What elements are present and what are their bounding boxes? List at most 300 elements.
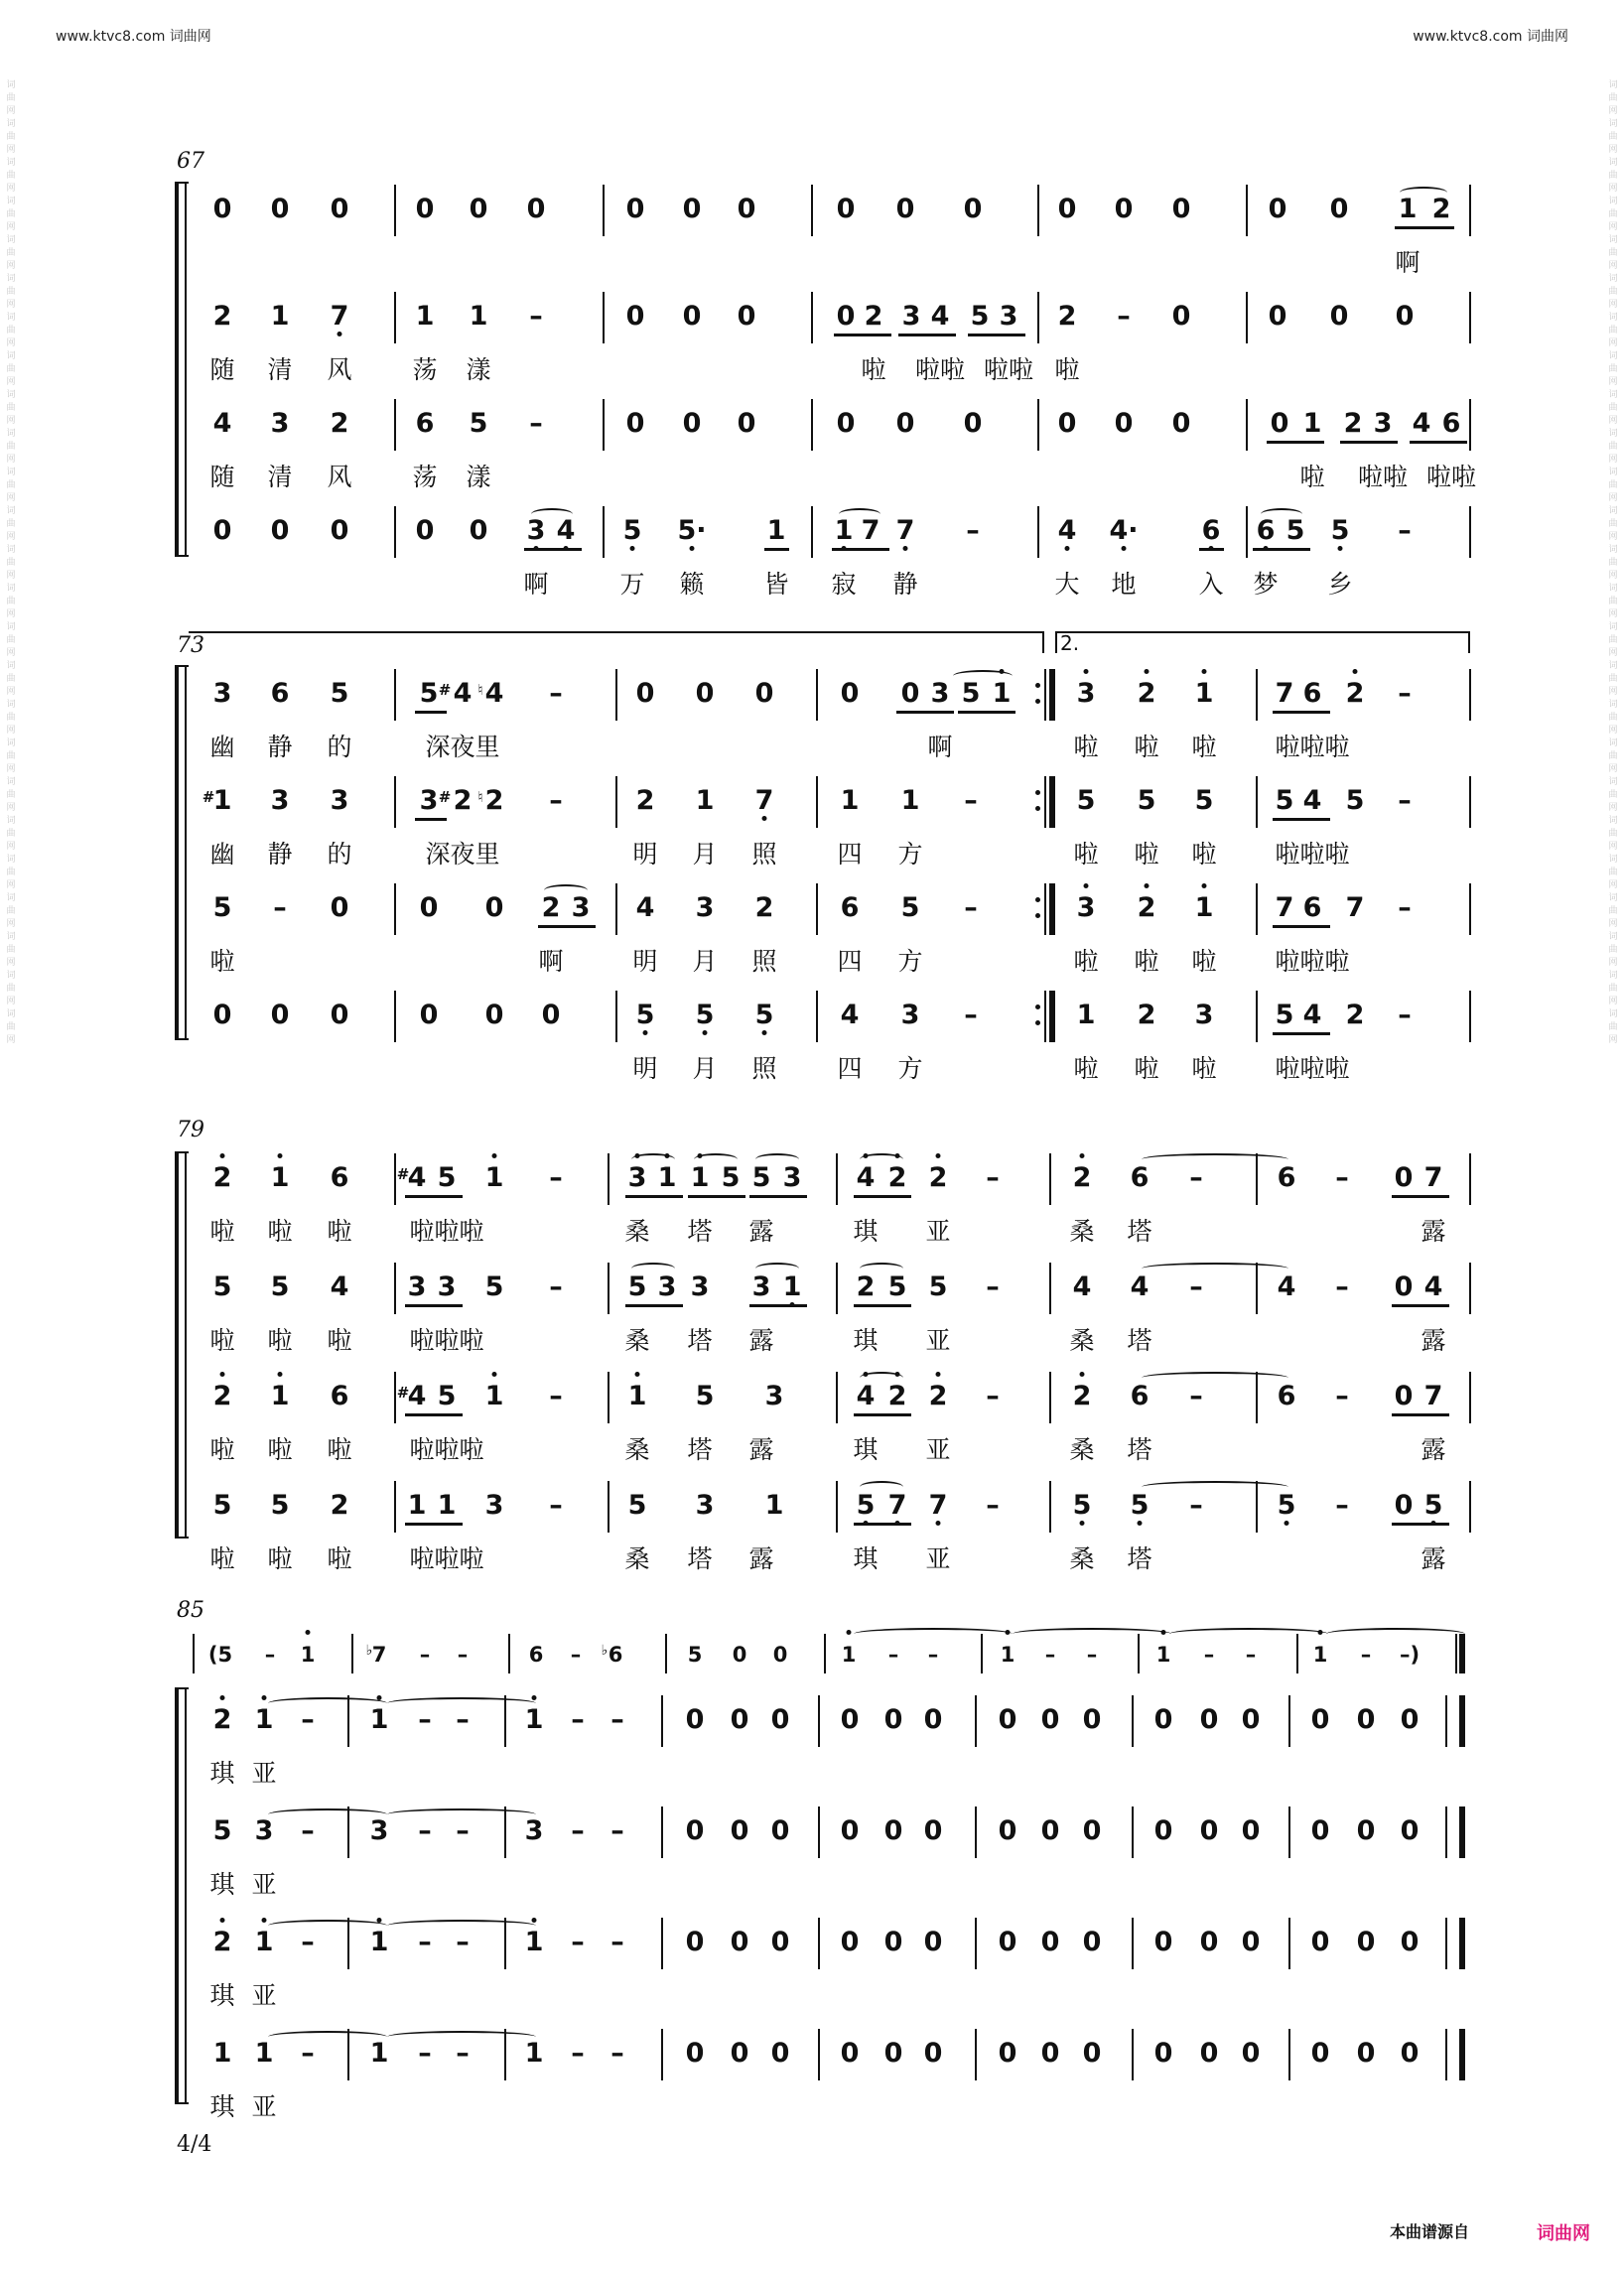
lyric: 籁 xyxy=(679,570,705,599)
volta-end xyxy=(1042,631,1044,653)
note: 0 xyxy=(1329,194,1349,224)
note: 0 xyxy=(836,194,856,224)
barline xyxy=(394,883,396,935)
barline xyxy=(608,1481,609,1533)
barline xyxy=(836,1263,838,1314)
dot-above xyxy=(220,1918,225,1923)
note: 0 xyxy=(682,194,702,224)
note: 0 xyxy=(923,2038,943,2069)
lyric: 桑 xyxy=(624,1435,650,1464)
barline xyxy=(1037,399,1039,451)
underline xyxy=(1253,548,1310,551)
note: – xyxy=(1335,1162,1349,1193)
lyric: 方 xyxy=(897,1054,923,1083)
lyric: 塔 xyxy=(1127,1217,1152,1246)
note: 0 xyxy=(1199,1927,1219,1957)
barline xyxy=(1469,1153,1471,1205)
accompaniment-note: – xyxy=(1245,1643,1257,1667)
note: 0 xyxy=(1057,194,1077,224)
lyric: 亚 xyxy=(251,1870,277,1899)
dot-below xyxy=(1431,1521,1436,1526)
dot-above xyxy=(306,1630,311,1635)
tie xyxy=(1400,187,1447,199)
lyric: 啦 xyxy=(267,1326,293,1355)
note: 0 xyxy=(695,678,715,709)
barline xyxy=(394,399,396,451)
lyric: 塔 xyxy=(687,1435,713,1464)
repeat-barline xyxy=(1044,991,1046,1042)
dot-above xyxy=(220,1153,225,1158)
note: 3 xyxy=(419,785,439,816)
note: 0 xyxy=(682,301,702,332)
tie xyxy=(755,1153,799,1165)
note: 5 xyxy=(1423,1490,1443,1521)
lyric: 桑 xyxy=(1069,1217,1095,1246)
barline xyxy=(1288,1807,1290,1858)
note: 2 xyxy=(212,301,232,332)
note: 3 xyxy=(270,408,290,439)
side-watermark-left: 词曲网词曲网词曲网词曲网词曲网词曲网词曲网词曲网词曲网词曲网词曲网词曲网词曲网词曲网词曲网词曲网词曲网词曲网词曲网词曲网词曲网词曲网词曲网词曲网词曲网 xyxy=(6,80,16,1045)
lyric: 琪 xyxy=(209,2092,235,2121)
note: – xyxy=(964,1000,978,1030)
lyric: 塔 xyxy=(687,1544,713,1573)
lyric: 亚 xyxy=(925,1544,951,1573)
note: 0 xyxy=(330,515,349,546)
bracket-cap-bottom xyxy=(175,555,189,557)
accidental: # xyxy=(396,1165,410,1183)
note: – xyxy=(610,1927,624,1957)
note: 2 xyxy=(1057,301,1077,332)
tie xyxy=(755,1263,799,1274)
note: 5 xyxy=(1330,515,1350,546)
lyric: 塔 xyxy=(1127,1435,1152,1464)
barline xyxy=(608,1263,609,1314)
volta-end xyxy=(1468,631,1470,653)
note: – xyxy=(1398,515,1412,546)
accompaniment-note: 1 xyxy=(1000,1643,1015,1667)
note: 5 xyxy=(212,1815,232,1846)
note: 3 xyxy=(571,892,591,923)
barline xyxy=(818,2029,820,2080)
underline xyxy=(1392,1195,1449,1198)
lyric: 琪 xyxy=(209,1981,235,2010)
note: 0 xyxy=(730,2038,749,2069)
note: 5 xyxy=(627,1271,647,1302)
lyric: 啦 xyxy=(1299,463,1325,491)
note: – xyxy=(986,1162,1000,1193)
note: 4 xyxy=(1302,1000,1322,1030)
note: 3 xyxy=(524,1815,544,1846)
note: 5 xyxy=(270,1490,290,1521)
lyric: 亚 xyxy=(251,2092,277,2121)
note: 3 xyxy=(751,1271,771,1302)
barline xyxy=(1455,1634,1457,1673)
dot-above xyxy=(864,1153,869,1158)
repeat-dot xyxy=(1035,1020,1040,1025)
lyric: 塔 xyxy=(1127,1326,1152,1355)
underline xyxy=(958,711,1015,714)
bracket-cap-bottom xyxy=(175,2102,189,2104)
lyric: 方 xyxy=(897,840,923,869)
note: 1 xyxy=(254,1927,274,1957)
lyric: 塔 xyxy=(687,1217,713,1246)
repeat-barline xyxy=(1044,669,1046,721)
note: 1 xyxy=(270,301,290,332)
barline xyxy=(1445,2029,1447,2080)
page-number: 4/4 xyxy=(177,2132,212,2157)
note: – xyxy=(549,1271,563,1302)
lyric: 明 xyxy=(632,947,658,976)
note: 0 xyxy=(484,892,504,923)
note: 0 xyxy=(685,2038,705,2069)
lyric: 亚 xyxy=(925,1435,951,1464)
note: – xyxy=(571,1704,585,1735)
note: 6 xyxy=(1277,1381,1296,1411)
dot-above xyxy=(847,1630,852,1635)
accompaniment-note: – xyxy=(1086,1643,1098,1667)
note: 0 xyxy=(840,1704,860,1735)
lyric: 啦 xyxy=(327,1326,352,1355)
lyric: 啦 xyxy=(209,1326,235,1355)
lyric: 露 xyxy=(1421,1217,1446,1246)
barline xyxy=(608,1372,609,1423)
repeat-dot xyxy=(1035,699,1040,704)
note: 0 xyxy=(1241,1815,1261,1846)
dot-above xyxy=(262,1695,267,1700)
note: 5 xyxy=(1194,785,1214,816)
lyric: 啦 xyxy=(1054,355,1080,384)
note: – xyxy=(301,2038,315,2069)
note: 0 xyxy=(1082,2038,1102,2069)
dot-below xyxy=(1065,546,1070,551)
lyric: 四 xyxy=(837,840,863,869)
note: 5 xyxy=(961,678,981,709)
barline xyxy=(836,1153,838,1205)
lyric: 啦啦啦 xyxy=(409,1326,484,1355)
note: 5 xyxy=(1130,1490,1150,1521)
note: 4 xyxy=(212,408,232,439)
tie xyxy=(1142,1481,1288,1493)
lyric: 塔 xyxy=(687,1326,713,1355)
note: 2 xyxy=(887,1381,907,1411)
dot-above xyxy=(492,1372,497,1377)
note: 0 xyxy=(1329,301,1349,332)
tie xyxy=(544,884,588,896)
lyric: 地 xyxy=(1111,570,1137,599)
barline xyxy=(1256,991,1258,1042)
lyric: 啦啦啦 xyxy=(1275,733,1350,761)
lyric: 深夜里 xyxy=(425,733,500,761)
repeat-barline-thick xyxy=(1049,991,1055,1042)
tie xyxy=(268,1697,387,1709)
tie xyxy=(387,1920,536,1932)
note: – xyxy=(1398,1000,1412,1030)
lyric: 啦啦啦 xyxy=(1275,947,1350,976)
note: 3 xyxy=(437,1271,457,1302)
dot-below xyxy=(790,1302,795,1307)
lyric: 啦 xyxy=(209,947,235,976)
lyric: 啦啦啦 xyxy=(1275,1054,1350,1083)
lyric: 照 xyxy=(751,947,777,976)
dot-above xyxy=(1000,669,1005,674)
note: 6 xyxy=(1441,408,1461,439)
note: 5 xyxy=(928,1271,948,1302)
note: 1 xyxy=(212,2038,232,2069)
lyric: 照 xyxy=(751,840,777,869)
note: 7 xyxy=(895,515,915,546)
note: – xyxy=(418,1704,432,1735)
note: 4 xyxy=(330,1271,349,1302)
barline xyxy=(1037,506,1039,558)
lyric: 深夜里 xyxy=(425,840,500,869)
repeat-barline-thick xyxy=(1049,883,1055,935)
lyric: 四 xyxy=(837,947,863,976)
lyric: 啦 xyxy=(1073,840,1099,869)
barline xyxy=(1049,1263,1051,1314)
dot-above xyxy=(1202,669,1207,674)
note: – xyxy=(1398,785,1412,816)
barline xyxy=(1132,1807,1134,1858)
barline xyxy=(1469,292,1471,343)
note: 0 xyxy=(1082,1704,1102,1735)
note: 5 xyxy=(212,1490,232,1521)
note: 2 xyxy=(928,1162,948,1193)
note: 0 xyxy=(1310,1704,1330,1735)
note: 5 xyxy=(1275,785,1294,816)
note: 0 xyxy=(963,194,983,224)
note: 2 xyxy=(1072,1381,1092,1411)
accompaniment-note: (5 xyxy=(207,1643,233,1667)
note: 3 xyxy=(764,1381,784,1411)
note: 3 xyxy=(695,1490,715,1521)
tie xyxy=(268,1808,387,1820)
lyric: 啦 xyxy=(209,1435,235,1464)
note: 1 xyxy=(1302,408,1322,439)
barline xyxy=(394,1263,396,1314)
note: 0 xyxy=(1114,194,1134,224)
note: 4 xyxy=(856,1162,876,1193)
note: 5 xyxy=(635,1000,655,1030)
accompaniment-note: – xyxy=(457,1643,469,1667)
note: 1 xyxy=(1194,678,1214,709)
final-barline xyxy=(1459,1807,1465,1858)
note: 5 xyxy=(419,678,439,709)
lyric: 啦 xyxy=(1191,840,1217,869)
note: – xyxy=(529,301,543,332)
note: – xyxy=(549,678,563,709)
note: 0 xyxy=(682,408,702,439)
note: 1 xyxy=(415,301,435,332)
barline xyxy=(1246,185,1248,236)
note: 3 xyxy=(657,1271,677,1302)
underline xyxy=(854,1195,911,1198)
note: 1 xyxy=(524,2038,544,2069)
accompaniment-note: 1 xyxy=(1155,1643,1171,1667)
barline xyxy=(1132,1695,1134,1747)
note: 0 xyxy=(419,892,439,923)
accompaniment-note: 0 xyxy=(732,1643,747,1667)
lyric: 露 xyxy=(1421,1326,1446,1355)
dot-below xyxy=(936,1521,941,1526)
note: – xyxy=(456,1815,470,1846)
note: 3 xyxy=(212,678,232,709)
note: 6 xyxy=(1277,1162,1296,1193)
note: 0 xyxy=(730,1927,749,1957)
bracket-cap-bottom xyxy=(175,1537,189,1539)
barline xyxy=(1246,399,1248,451)
note: – xyxy=(418,1927,432,1957)
dot-below xyxy=(703,1030,708,1035)
note: 1 xyxy=(484,1162,504,1193)
dot-above xyxy=(665,1153,670,1158)
barline xyxy=(1469,399,1471,451)
tie xyxy=(860,1263,903,1274)
bracket-cap-top xyxy=(175,1151,189,1153)
note: 3 xyxy=(407,1271,427,1302)
barline xyxy=(603,506,605,558)
note: 0 xyxy=(998,2038,1017,2069)
lyric: 漾 xyxy=(466,355,491,384)
note: 0 xyxy=(1040,1815,1060,1846)
dot-above xyxy=(895,1372,900,1377)
note: 1 xyxy=(1398,194,1418,224)
lyric: 荡 xyxy=(412,463,438,491)
barline xyxy=(1138,1634,1140,1673)
note: 0 xyxy=(1199,1815,1219,1846)
note: 5 xyxy=(751,1162,771,1193)
barline xyxy=(394,776,396,828)
barline xyxy=(811,399,813,451)
note: 0 xyxy=(1394,1162,1414,1193)
accompaniment-note: 1 xyxy=(1312,1643,1328,1667)
note: – xyxy=(549,1490,563,1521)
barline xyxy=(1469,1372,1471,1423)
note: 0 xyxy=(1356,2038,1376,2069)
note: 2 xyxy=(1345,678,1365,709)
note: 6 xyxy=(330,1381,349,1411)
note: 7 xyxy=(1275,678,1294,709)
note: 0 xyxy=(770,2038,790,2069)
note: 1 xyxy=(254,1704,274,1735)
lyric: 梦 xyxy=(1253,570,1279,599)
lyric: 桑 xyxy=(1069,1326,1095,1355)
note: 1 xyxy=(782,1271,802,1302)
barline xyxy=(615,991,617,1042)
note: 0 xyxy=(685,1927,705,1957)
note: 5 xyxy=(970,301,990,332)
note: 4 xyxy=(1072,1271,1092,1302)
note: 4 xyxy=(1302,785,1322,816)
underline xyxy=(1340,441,1398,444)
lyric: 乡 xyxy=(1327,570,1353,599)
barline xyxy=(981,1634,983,1673)
note: 4 xyxy=(407,1162,427,1193)
side-watermark-right: 词曲网词曲网词曲网词曲网词曲网词曲网词曲网词曲网词曲网词曲网词曲网词曲网词曲网词曲网词曲网词曲网词曲网词曲网词曲网词曲网词曲网词曲网词曲网词曲网词曲网 xyxy=(1608,80,1618,1045)
barline xyxy=(811,506,813,558)
system-bracket xyxy=(175,665,179,1040)
measure-number: 85 xyxy=(177,1598,204,1623)
note: 6 xyxy=(1302,892,1322,923)
note: 4 xyxy=(1423,1271,1443,1302)
tie xyxy=(387,1808,536,1820)
note: – xyxy=(1335,1271,1349,1302)
dot-above xyxy=(532,1695,537,1700)
note: 0 xyxy=(1356,1704,1376,1735)
note: 0 xyxy=(1394,1381,1414,1411)
lyric: 啦 xyxy=(861,355,886,384)
note: – xyxy=(1335,1490,1349,1521)
tie xyxy=(1142,1372,1288,1384)
note: 5 xyxy=(270,1271,290,1302)
lyric: 风 xyxy=(327,463,352,491)
note: – xyxy=(571,1927,585,1957)
note: 3 xyxy=(1373,408,1393,439)
lyric: 亚 xyxy=(925,1326,951,1355)
note: 7 xyxy=(1345,892,1365,923)
note: 5 xyxy=(1072,1490,1092,1521)
barline xyxy=(661,2029,663,2080)
accompaniment-note: 7 xyxy=(371,1643,387,1667)
note: 0 xyxy=(923,1927,943,1957)
underline xyxy=(405,1413,463,1416)
lyric: 啦 xyxy=(209,1217,235,1246)
lyric: 啦 xyxy=(327,1435,352,1464)
lyric: 桑 xyxy=(624,1544,650,1573)
note: 0 xyxy=(541,1000,561,1030)
barline xyxy=(1469,669,1471,721)
note: 5 xyxy=(212,1271,232,1302)
note: – xyxy=(610,1704,624,1735)
note: 4 xyxy=(840,1000,860,1030)
dot-above xyxy=(1145,883,1150,888)
note: – xyxy=(964,785,978,816)
underline xyxy=(1392,1523,1449,1526)
note: 0 xyxy=(883,1815,903,1846)
accompaniment-note: – xyxy=(927,1643,939,1667)
lyric: 啊 xyxy=(927,733,953,761)
note: 0 xyxy=(883,1927,903,1957)
dot-above xyxy=(1080,1372,1085,1377)
barline xyxy=(615,776,617,828)
note: 0 xyxy=(883,2038,903,2069)
lyric: 的 xyxy=(327,733,352,761)
lyric: 琪 xyxy=(853,1544,879,1573)
lyric: 桑 xyxy=(1069,1544,1095,1573)
note: 0 xyxy=(1171,301,1191,332)
note: 6 xyxy=(840,892,860,923)
note: 7 xyxy=(887,1490,907,1521)
barline xyxy=(1049,1372,1051,1423)
barline xyxy=(1132,2029,1134,2080)
repeat-dot xyxy=(1035,806,1040,811)
tie xyxy=(531,508,573,520)
barline xyxy=(1256,669,1258,721)
dot-below xyxy=(630,546,635,551)
underline xyxy=(405,1195,463,1198)
accidental: # xyxy=(438,681,452,699)
barline xyxy=(615,883,617,935)
note: 0 xyxy=(270,194,290,224)
barline xyxy=(394,506,396,558)
note: 0 xyxy=(330,892,349,923)
lyric: 露 xyxy=(748,1544,774,1573)
note: 0 xyxy=(1400,2038,1420,2069)
barline xyxy=(975,1695,977,1747)
barline xyxy=(608,1153,609,1205)
note: 0 xyxy=(836,301,856,332)
lyric: 啊 xyxy=(1395,248,1421,277)
barline xyxy=(193,1634,195,1673)
